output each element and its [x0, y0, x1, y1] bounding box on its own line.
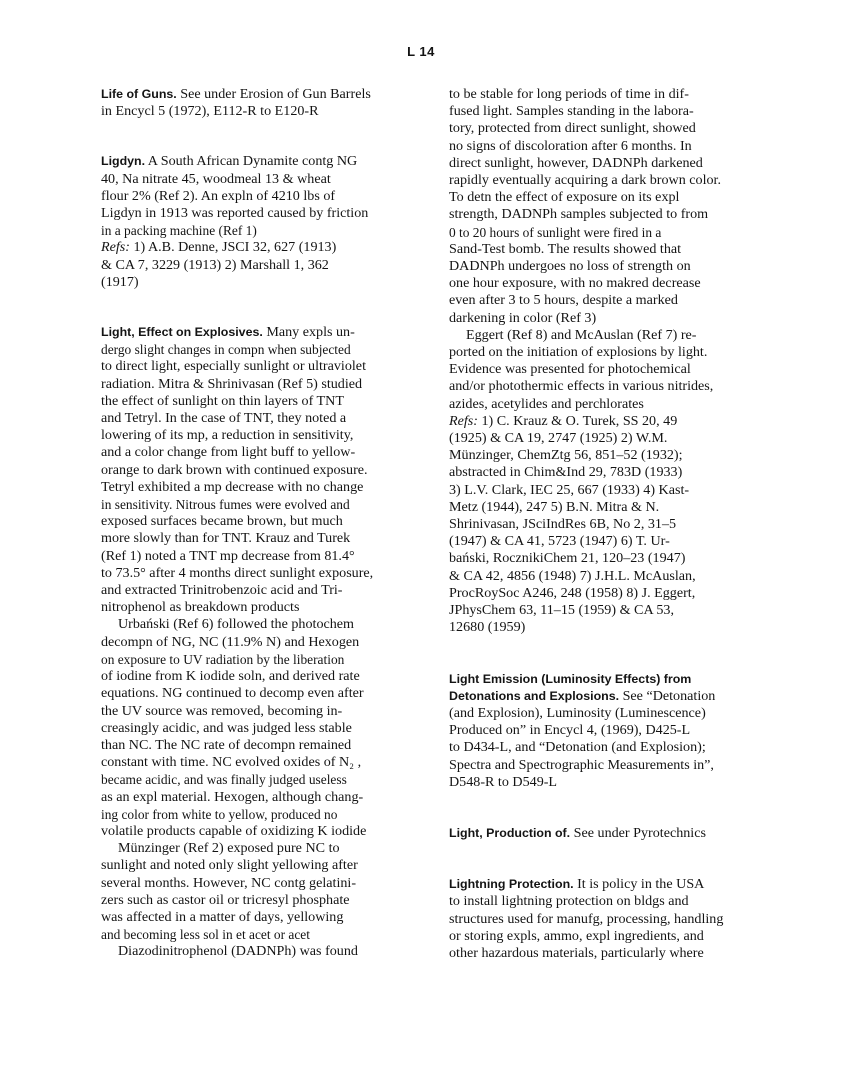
entry-title: Life of Guns.: [101, 87, 177, 101]
entry-text: and Tetryl. In the case of TNT, they noted a: [101, 410, 347, 427]
entry-text: rapidly eventually acquiring a dark brown color.: [449, 172, 721, 189]
entry-text: more slowly than for TNT. Krauz and Turek: [101, 530, 351, 547]
entry-text: ported on the initiation of explosions by light.: [449, 344, 708, 361]
entry-title: Detonations and Explosions.: [449, 688, 620, 703]
entry-ligdyn: [101, 153, 421, 291]
entry-text: Tetryl exhibited a mp decrease with no change: [101, 478, 364, 495]
entry-text: See “Detonation: [619, 687, 716, 704]
entry-text: to D434-L, and “Detonation (and Explosion);: [449, 739, 706, 756]
entry-text: DADNPh undergoes no loss of strength on: [449, 258, 691, 275]
reference-text: 1) C. Krauz & O. Turek, SS 20, 49: [477, 412, 678, 429]
entry-text: (and Explosion), Luminosity (Luminescence): [449, 704, 706, 721]
left-column: [101, 86, 421, 961]
entry-text: the UV source was removed, becoming in-: [101, 702, 343, 719]
entry-text: A South African Dynamite contg NG: [145, 153, 358, 170]
entry-text: decompn of NG, NC (11.9% N) and Hexogen: [101, 633, 360, 650]
entry-text: in a packing machine (Ref 1): [101, 223, 257, 239]
entry-text: to install lightning protection on bldgs and: [449, 893, 689, 910]
reference-text: 1) A.B. Denne, JSCI 32, 627 (1913): [129, 239, 337, 256]
reference-text: (1917): [101, 273, 139, 290]
entry-text: no signs of discoloration after 6 months. In: [449, 137, 692, 154]
entry-text: equations. NG continued to decomp even after: [101, 685, 364, 702]
entry-life-of-guns: [101, 86, 421, 120]
entry-text: in sensitivity. Nitrous fumes were evolved and: [101, 497, 350, 513]
reference-text: 3) L.V. Clark, IEC 25, 667 (1933) 4) Kast-: [449, 481, 690, 498]
entry-text: structures used for manufg, processing, handling: [449, 910, 724, 927]
entry-light-production: [449, 825, 779, 842]
entry-text: Diazodinitrophenol (DADNPh) was found: [118, 943, 358, 960]
reference-text: 12680 (1959): [449, 619, 526, 636]
reference-text: (1947) & CA 41, 5723 (1947) 6) T. Ur-: [449, 533, 670, 550]
entry-text: creasingly acidic, and was judged less stable: [101, 719, 352, 736]
entry-text: and/or photothermic effects in various nitrides,: [449, 378, 714, 395]
entry-text: To detn the effect of exposure on its expl: [449, 189, 680, 206]
entry-text: See under Erosion of Gun Barrels: [176, 86, 371, 102]
entry-text: even after 3 to 5 hours, despite a marked: [449, 292, 678, 309]
entry-text: Produced on” in Encycl 4, (1969), D425-L: [449, 722, 691, 739]
entry-text: ing color from white to yellow, produced no: [101, 806, 338, 822]
entry-text: azides, acetylides and perchlorates: [449, 395, 644, 412]
entry-text: darkening in color (Ref 3): [449, 309, 597, 326]
entry-text: See under Pyrotechnics: [570, 824, 706, 841]
entry-light-effect-on-explosives: [101, 324, 421, 961]
entry-title: Light, Effect on Explosives.: [101, 325, 263, 340]
entry-text: fused light. Samples standing in the labora-: [449, 103, 694, 120]
reference-text: & CA 7, 3229 (1913) 2) Marshall 1, 362: [101, 256, 329, 273]
entry-text: as an expl material. Hexogen, although chang-: [101, 788, 364, 805]
right-column: [449, 86, 779, 962]
entry-text: constant with time. NC evolved oxides of N₂ ,: [101, 754, 362, 771]
reference-text: Shrinivasan, JSciIndRes 6B, No 2, 31–5: [449, 516, 677, 533]
reference-text: Münzinger, ChemZtg 56, 851–52 (1932);: [449, 447, 683, 464]
entry-text: nitrophenol as breakdown products: [101, 599, 300, 616]
entry-title: Light, Production of.: [449, 825, 571, 840]
entry-text: dergo slight changes in compn when subjected: [101, 342, 351, 358]
entry-text: radiation. Mitra & Shrinivasan (Ref 5) studied: [101, 375, 363, 392]
reference-text: (1925) & CA 19, 2747 (1925) 2) W.M.: [449, 430, 668, 447]
entry-text: 40, Na nitrate 45, woodmeal 13 & wheat: [101, 170, 331, 187]
entry-text: It is policy in the USA: [573, 876, 705, 893]
refs-label: Refs:: [101, 239, 130, 256]
entry-lightning-protection: [449, 876, 779, 962]
entry-text: Münzinger (Ref 2) exposed pure NC to: [118, 840, 340, 857]
entry-text: and a color change from light buff to yellow-: [101, 444, 356, 461]
entry-title: Light Emission (Luminosity Effects) from: [449, 671, 692, 686]
entry-text: and extracted Trinitrobenzoic acid and Tri-: [101, 582, 343, 599]
entry-text: Eggert (Ref 8) and McAuslan (Ref 7) re-: [466, 326, 697, 343]
entry-text: Ligdyn in 1913 was reported caused by friction: [101, 205, 369, 222]
entry-text: other hazardous materials, particularly where: [449, 944, 704, 961]
entry-text: D548-R to D549-L: [449, 773, 558, 790]
entry-text: the effect of sunlight on thin layers of TNT: [101, 392, 344, 409]
page-number-header: L 14: [407, 44, 435, 59]
entry-text: zers such as castor oil or tricresyl phosphate: [101, 891, 350, 908]
entry-text: in Encycl 5 (1972), E112-R to E120-R: [101, 103, 319, 120]
entry-text: tory, protected from direct sunlight, showed: [449, 120, 696, 137]
entry-text: several months. However, NC contg gelatini-: [101, 874, 357, 891]
reference-text: JPhysChem 63, 11–15 (1959) & CA 53,: [449, 602, 674, 619]
entry-text: lowering of its mp, a reduction in sensitivity,: [101, 427, 354, 444]
entry-text: or storing expls, ammo, expl ingredients, and: [449, 927, 704, 944]
entry-text: direct sunlight, however, DADNPh darkened: [449, 154, 703, 171]
entry-text: to be stable for long periods of time in dif-: [449, 86, 689, 102]
entry-text: orange to dark brown with continued exposure.: [101, 461, 368, 478]
entry-text: Urbański (Ref 6) followed the photochem: [118, 616, 355, 633]
entry-text: Spectra and Spectrographic Measurements in”,: [449, 756, 714, 773]
entry-text: (Ref 1) noted a TNT mp decrease from 81.4°: [101, 547, 355, 564]
entry-text: strength, DADNPh samples subjected to from: [449, 206, 709, 223]
entry-text: of iodine from K iodide soln, and derived rate: [101, 668, 360, 685]
reference-text: bański, RocznikiChem 21, 120–23 (1947): [449, 550, 686, 567]
reference-text: Metz (1944), 247 5) B.N. Mitra & N.: [449, 498, 660, 515]
entry-text: 0 to 20 hours of sunlight were fired in a: [449, 224, 662, 240]
entry-text: than NC. The NC rate of decompn remained: [101, 736, 352, 753]
entry-text: was affected in a matter of days, yellowing: [101, 908, 344, 925]
reference-text: abstracted in Chim&Ind 29, 783D (1933): [449, 464, 683, 481]
entry-text: sunlight and noted only slight yellowing after: [101, 857, 358, 874]
reference-text: & CA 42, 4856 (1948) 7) J.H.L. McAuslan,: [449, 567, 696, 584]
entry-text: exposed surfaces became brown, but much: [101, 513, 343, 530]
entry-text: on exposure to UV radiation by the liberation: [101, 651, 345, 667]
reference-text: ProcRoySoc A246, 248 (1958) 8) J. Eggert,: [449, 584, 696, 601]
entry-title: Lightning Protection.: [449, 877, 574, 892]
refs-label: Refs:: [449, 412, 478, 429]
entry-text: to 73.5° after 4 months direct sunlight exposure,: [101, 564, 374, 581]
entry-text: Many expls un-: [262, 324, 355, 341]
entry-title: Ligdyn.: [101, 154, 146, 169]
entry-text: to direct light, especially sunlight or ultraviolet: [101, 358, 366, 375]
entry-text: flour 2% (Ref 2). An expln of 4210 lbs of: [101, 187, 336, 204]
entry-light-effect-continued: [449, 86, 779, 637]
entry-light-emission: [449, 671, 779, 791]
entry-text: volatile products capable of oxidizing K iodide: [101, 822, 367, 839]
entry-text: one hour exposure, with no makred decrease: [449, 275, 701, 292]
entry-text: became acidic, and was finally judged useless: [101, 772, 347, 788]
entry-text: and becoming less sol in et acet or acet: [101, 927, 310, 943]
entry-text: Evidence was presented for photochemical: [449, 361, 691, 378]
entry-text: Sand-Test bomb. The results showed that: [449, 240, 682, 257]
